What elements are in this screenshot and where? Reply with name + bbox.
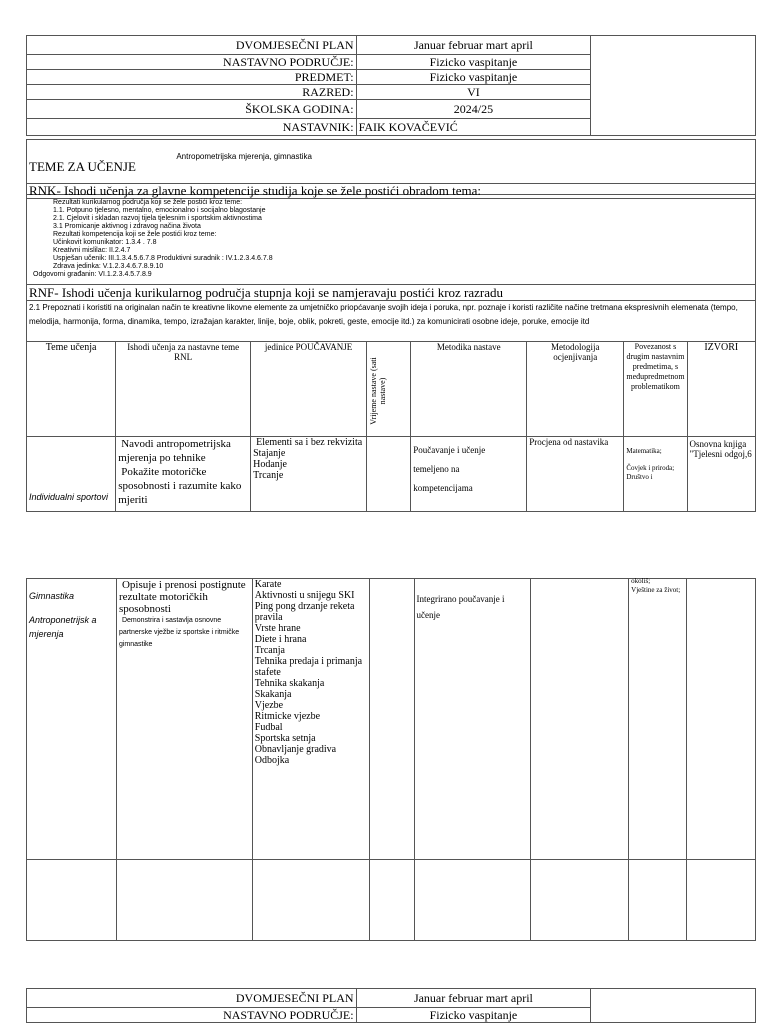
rnf-section [26, 284, 756, 342]
row1-izvori: Osnovna knjiga "Tjelesni odgoj,6 [687, 437, 755, 512]
header-empty-cell [591, 36, 756, 136]
header-value: FAIK KOVAČEVIĆ [356, 119, 591, 136]
table-row [27, 860, 756, 941]
col-ishodi: Ishodi učenja za nastavne teme RNL [116, 342, 251, 437]
header-label: PREDMET: [27, 70, 357, 85]
header-table-page3 [26, 988, 756, 1023]
row1-metodologija: Procjena od nastavika [527, 437, 624, 512]
row2-metodika: Integrirano poučavanje i učenje [414, 579, 531, 860]
row2-jedinice-line: Vjezbe [254, 700, 284, 711]
row2-izvori-cell [687, 579, 756, 860]
row1-povezanost-cell [624, 437, 687, 512]
header-label: NASTAVNO PODRUČJE: [27, 1008, 357, 1023]
empty-cell [27, 860, 117, 941]
row2-teme-line: Gimnastika [29, 591, 75, 601]
row1-povezanost-line: Matematika; [626, 447, 662, 455]
row2-jedinice-line: Diete i hrana [254, 634, 307, 645]
header-empty-cell [591, 989, 756, 1023]
header-label: DVOMJESEČNI PLAN [27, 36, 357, 55]
header-value: Januar februar mart april [356, 989, 591, 1008]
rnk-line: 2.1. Cjelovit i skladan razvoj tijela tjelesnim i sportskim aktivnostima [53, 215, 262, 222]
rnk-line: Kreativni mislilac: II.2.4.7 [53, 247, 131, 254]
empty-cell [414, 860, 531, 941]
rnf-text: 2.1 Prepoznati i koristiti na originalan način te kreativne likovne elemente za umjetničko priopćavanje svojih ideja i poruka, npr. poznaje i koristi različite načine tretmana ekspresivnih elemenata (tempo, melodija, harmonija, forma, dinamika, tempo, izražajan karakter, linije, boje, oblik, pokreti, geste, emocije itd.) za komunicirati osobne ideje, poruke, emocije itd [29, 303, 738, 326]
header-label: ŠKOLSKA GODINA: [27, 100, 357, 119]
header-label: DVOMJESEČNI PLAN [27, 989, 357, 1008]
row1-metodika-line: temeljeno na [413, 464, 460, 474]
table-row [27, 579, 756, 860]
rnk-line: Rezultati kompetencija koji se žele postići kroz teme: [53, 231, 217, 238]
rnk-lines [27, 199, 755, 279]
header-table [26, 35, 756, 136]
row2-teme-line: Antroponetrijsk a mjerenja [29, 615, 97, 639]
empty-cell [252, 860, 369, 941]
row2-jedinice-line: Karate [254, 579, 282, 590]
row2-teme-cell [27, 579, 117, 860]
row1-jedinice-line: Hodanje [253, 459, 287, 470]
row1-vrijeme-cell [367, 437, 411, 512]
header-value: Fizicko vaspitanje [356, 1008, 591, 1023]
row2-jedinice-line: Ping pong drzanje reketa pravila [254, 601, 355, 623]
row1-jedinice-line: Elementi sa i bez rekvizita [256, 437, 363, 448]
rnk-line: Rezultati kurikularnog područja koji se žele postići kroz teme: [53, 199, 243, 206]
header-value: Januar februar mart april [356, 36, 591, 55]
col-metodika: Metodika nastave [411, 342, 527, 437]
header-value: VI [356, 85, 591, 100]
row2-ishodi-line: Opisuje i prenosi postignute rezultate motoričkih sposobnosti [118, 579, 246, 615]
empty-cell [629, 860, 687, 941]
row2-jedinice-line: Obnavljanje gradiva [254, 744, 337, 755]
row1-metodika-line: kompetencijama [413, 483, 473, 493]
col-jedinice: jedinice POUČAVANJE [251, 342, 367, 437]
row2-povezanost-line: Vještine za život; [631, 586, 681, 594]
row2-jedinice-line: Fudbal [254, 722, 283, 733]
row2-ishodi-cell [116, 579, 252, 860]
empty-cell [116, 860, 252, 941]
row1-teme-cell [27, 437, 116, 512]
table-row [27, 437, 756, 512]
row2-jedinice-cell [252, 579, 369, 860]
teme-label: TEME ZA UČENJE [27, 140, 175, 195]
row1-povezanost-line: Društvo i [626, 473, 653, 481]
row1-jedinice-line: Stajanje [253, 448, 286, 459]
row2-vrijeme-cell [369, 579, 414, 860]
col-izvori: IZVORI [687, 342, 755, 437]
header-value: Fizicko vaspitanje [356, 55, 591, 70]
col-metodologija: Metodologija ocjenjivanja [527, 342, 624, 437]
rnk-line: Učinkovit komunikator: 1.3.4 . 7.8 [53, 239, 157, 246]
rnk-line: 1.1. Potpuno tjelesno, mentalno, emocionalno i socijalno blagostanje [53, 207, 266, 214]
plan-table-continued [26, 578, 756, 941]
rnk-line: Uspješan učenik: III.1.3.4.5.6.7.8 Produktivni suradnik : IV.1.2.3.4.6.7.8 [53, 255, 273, 262]
row2-jedinice-line: Aktivnosti u snijegu SKI [254, 590, 355, 601]
row2-ishodi-small: Demonstrira i sastavlja osnovne partnerske vježbe iz sportske i ritmičke gimnastike [118, 617, 240, 648]
col-vrijeme-cell [367, 342, 411, 437]
row1-ishodi-cell [116, 437, 251, 512]
row1-jedinice-cell [251, 437, 367, 512]
rnk-heading: RNK- Ishodi učenja za glavne kompetencije studija koje se žele postići obradom tema: [27, 184, 755, 199]
row1-jedinice-line: Trcanje [253, 470, 284, 481]
row1-ishodi-line: Navodi antropometrijska mjerenja po tehnike [118, 438, 231, 464]
col-teme: Teme učenja [27, 342, 116, 437]
row2-povezanost-cell [629, 579, 687, 860]
row1-teme: Individualni sportovi [29, 492, 109, 502]
rnk-line: Zdrava jedinka: V.1.2.3.4.6.7.8.9.10 [53, 263, 164, 270]
plan-table [26, 341, 756, 512]
col-povezanost: Povezanost s drugim nastavnim predmetima, s međupredmetnom problematikom [624, 342, 687, 437]
row2-jedinice-line: Ritmicke vjezbe [254, 711, 321, 722]
empty-cell [531, 860, 629, 941]
header-value: 2024/25 [356, 100, 591, 119]
empty-cell [369, 860, 414, 941]
row1-metodika-cell [411, 437, 527, 512]
teme-value: Antropometrijska mjerenja, gimnastika [174, 140, 755, 195]
rnk-line: 3.1 Promicanje aktivnog i zdravog načina života [53, 223, 201, 230]
row1-metodika-line: Poučavanje i učenje [413, 445, 486, 455]
rnf-heading: RNF- Ishodi učenja kurikularnog područja stupnja koji se namjeravaju postići kroz razradu [27, 285, 755, 301]
row2-jedinice-line: Tehnika predaja i primanja stafete [254, 656, 363, 678]
header-label: RAZRED: [27, 85, 357, 100]
row1-povezanost-line: Čovjek i priroda; [626, 464, 675, 472]
row2-jedinice-line: Skakanja [254, 689, 292, 700]
rnk-line: Odgovorni građanin: VI.1.2.3.4.5.7.8.9 [33, 271, 152, 278]
row2-metodologija-cell [531, 579, 629, 860]
header-value: Fizicko vaspitanje [356, 70, 591, 85]
row2-jedinice-line: Trcanja [254, 645, 285, 656]
rnk-section [26, 183, 756, 285]
row2-jedinice-line: Tehnika skakanja [254, 678, 325, 689]
row2-jedinice-line: Vrste hrane [254, 623, 301, 634]
column-header-row [27, 342, 756, 437]
row1-ishodi-line: Pokažite motoričke sposobnosti i razumite kako mjeriti [118, 466, 242, 506]
header-label: NASTAVNIK: [27, 119, 357, 136]
header-label: NASTAVNO PODRUČJE: [27, 55, 357, 70]
col-vrijeme: Vrijeme nastave (sati nastave) [369, 357, 388, 425]
empty-cell [687, 860, 756, 941]
row2-jedinice-line: Sportska setnja [254, 733, 316, 744]
row2-jedinice-line: Odbojka [254, 755, 290, 766]
row2-povezanost-line: okoliš; [631, 577, 651, 585]
